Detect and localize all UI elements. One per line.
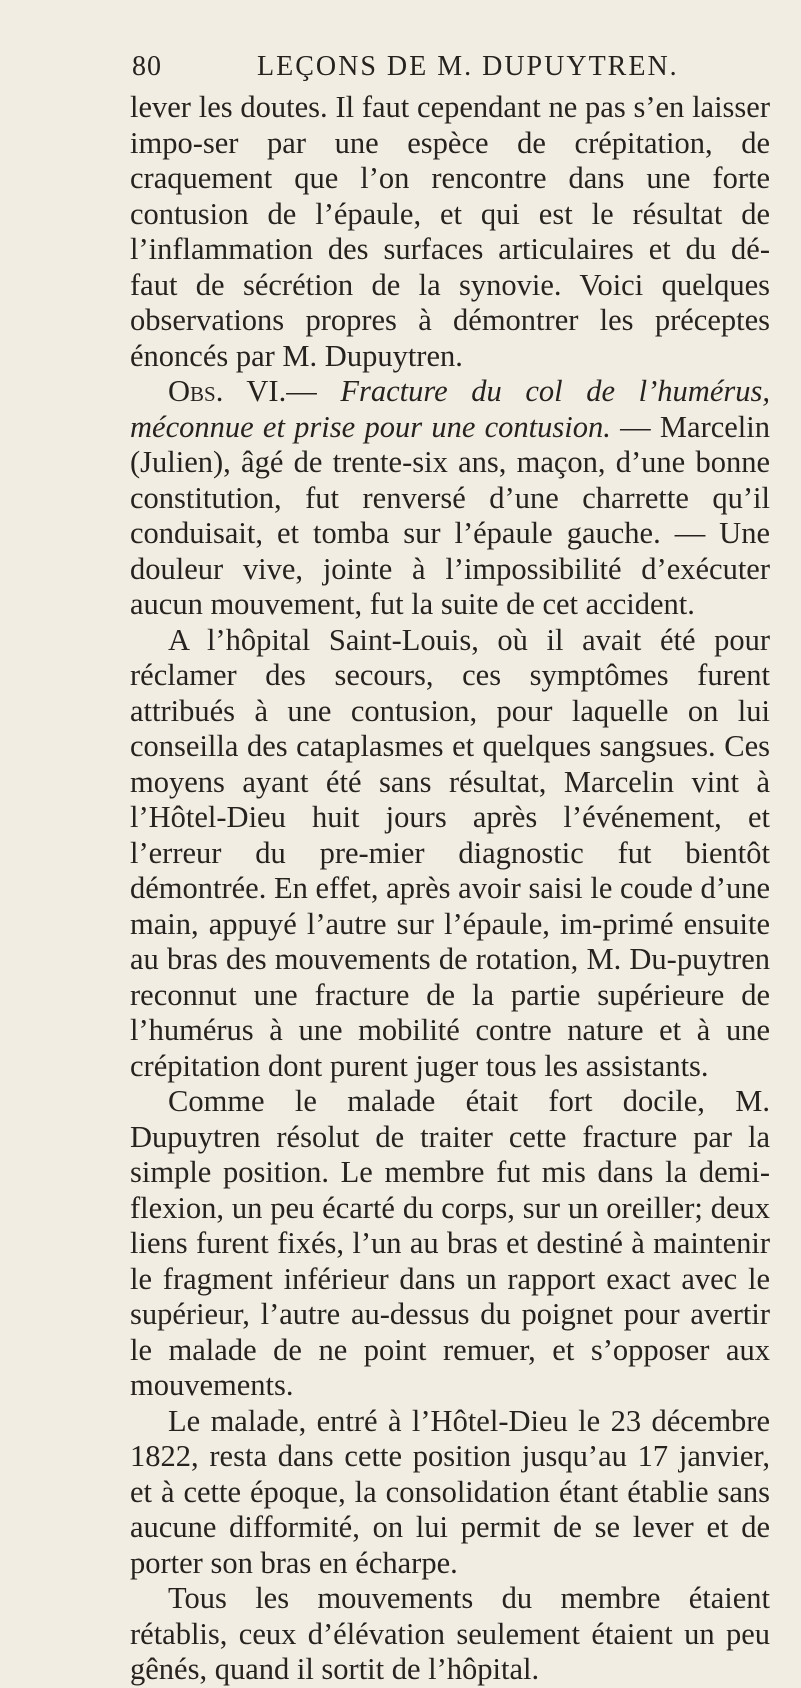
observation-label: Obs. VI.— [168, 374, 317, 408]
paragraph-1-text: lever les doutes. Il faut cependant ne pas s’en laisser impo-ser par une espèce de crépitation, de craquement que l’on rencontre dans une forte contusion de l’épaule, et qui est le résultat de l’inflammation des surfaces articulaires et du dé-faut de sécrétion de la synovie. Voici quelques observations propres à démontrer les préceptes énoncés par M. Dupuytren. [130, 90, 770, 373]
paragraph-6-text: Tous les mouvements du membre étaient rétablis, ceux d’élévation seulement étaient un peu gênés, quand il sortit de l’hôpital. [130, 1581, 770, 1686]
observation-text: — Marcelin (Julien), âgé de trente-six ans, maçon, d’une bonne constitution, fut renversé d’une charrette qu’il conduisait, et tomba sur l’épaule gauche. — Une douleur vive, jointe à l’impossibilité d’exécuter aucun mouvement, fut la suite de cet accident. [130, 409, 770, 621]
paragraph-1 [130, 90, 770, 374]
paragraph-5-text: Le malade, entré à l’Hôtel-Dieu le 23 décembre 1822, resta dans cette position jusqu’au 17 janvier, et à cette époque, la consolidation étant établie sans aucune difformité, on lui permit de se lever et de porter son bras en écharpe. [130, 1403, 770, 1580]
paragraph-3-text: A l’hôpital Saint-Louis, où il avait été pour réclamer des secours, ces symptômes furent attribués à une contusion, pour laquelle on lui conseilla des cataplasmes et quelques sangsues. Ces moyens ayant été sans résultat, Marcelin vint à l’Hôtel-Dieu huit jours après l’événement, et l’erreur du pre-mier diagnostic fut bientôt démontrée. En effet, après avoir saisi le coude d’une main, appuyé l’autre sur l’épaule, im-primé ensuite au bras des mouvements de rotation, M. Du-puytren reconnut une fracture de la partie supérieure de l’humérus à une mobilité contre nature et à une crépitation dont purent juger tous les assistants. [130, 622, 770, 1083]
running-head [122, 52, 767, 82]
paragraph-3 [130, 623, 770, 1085]
running-title: LEÇONS DE M. DUPUYTREN. [257, 51, 679, 82]
paragraph-5 [130, 1404, 770, 1582]
observation-title: Fracture du col de l’humérus, méconnue et prise pour une contusion. [130, 374, 770, 444]
paragraph-4-text: Comme le malade était fort docile, M. Dupuytren résolut de traiter cette fracture par la simple position. Le membre fut mis dans la demi-flexion, un peu écarté du corps, sur un oreiller; deux liens furent fixés, l’un au bras et destiné à maintenir le fragment inférieur dans un rapport exact avec le supérieur, l’autre au-dessus du poignet pour avertir le malade de ne point remuer, et s’opposer aux mouvements. [130, 1084, 770, 1402]
observation-paragraph [130, 374, 770, 623]
paragraph-6 [130, 1581, 770, 1688]
page-number: 80 [132, 51, 162, 82]
body-text [130, 90, 770, 1688]
paragraph-4 [130, 1084, 770, 1404]
